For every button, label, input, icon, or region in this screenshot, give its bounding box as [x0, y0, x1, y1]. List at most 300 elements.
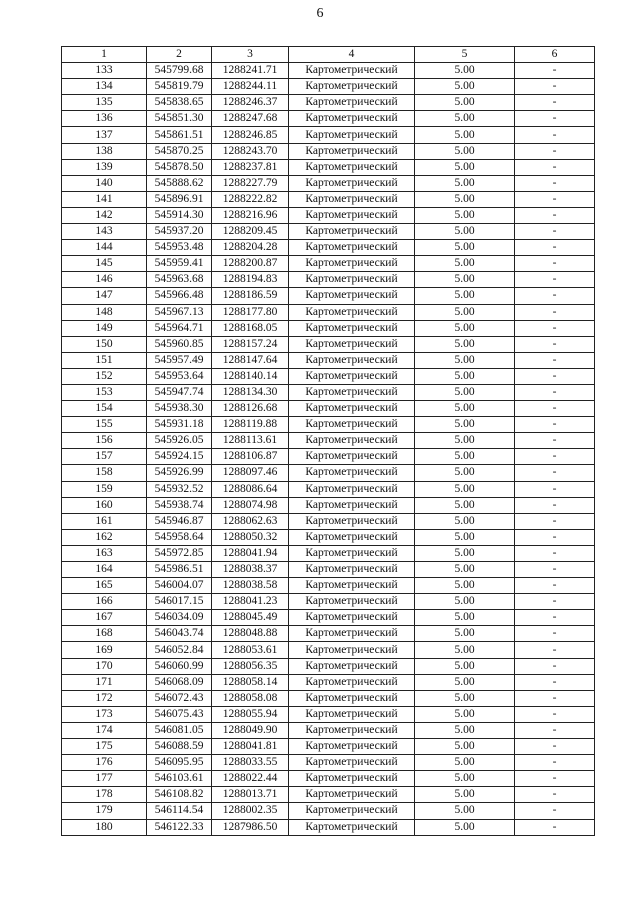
- table-row: [62, 674, 595, 690]
- x-coordinate-cell: 545926.99: [147, 465, 212, 481]
- accuracy-cell: 5.00: [415, 513, 515, 529]
- accuracy-cell: 5.00: [415, 755, 515, 771]
- point-number-cell: 169: [62, 642, 147, 658]
- accuracy-cell: 5.00: [415, 272, 515, 288]
- note-cell: -: [515, 127, 595, 143]
- x-coordinate-cell: 546034.09: [147, 610, 212, 626]
- column-header: 6: [515, 47, 595, 63]
- x-coordinate-cell: 545878.50: [147, 159, 212, 175]
- method-cell: Картометрический: [289, 240, 415, 256]
- x-coordinate-cell: 545946.87: [147, 513, 212, 529]
- method-cell: Картометрический: [289, 722, 415, 738]
- point-number-cell: 148: [62, 304, 147, 320]
- y-coordinate-cell: 1288241.71: [212, 63, 289, 79]
- note-cell: -: [515, 256, 595, 272]
- y-coordinate-cell: 1288086.64: [212, 481, 289, 497]
- table-row: [62, 63, 595, 79]
- point-number-cell: 134: [62, 79, 147, 95]
- point-number-cell: 137: [62, 127, 147, 143]
- table-row: [62, 336, 595, 352]
- accuracy-cell: 5.00: [415, 79, 515, 95]
- note-cell: -: [515, 562, 595, 578]
- note-cell: -: [515, 224, 595, 240]
- method-cell: Картометрический: [289, 401, 415, 417]
- table-row: [62, 497, 595, 513]
- x-coordinate-cell: 545924.15: [147, 449, 212, 465]
- note-cell: -: [515, 578, 595, 594]
- method-cell: Картометрический: [289, 594, 415, 610]
- table-row: [62, 272, 595, 288]
- table-row: [62, 626, 595, 642]
- table-row: [62, 803, 595, 819]
- x-coordinate-cell: 545838.65: [147, 95, 212, 111]
- table-row: [62, 433, 595, 449]
- x-coordinate-cell: 546122.33: [147, 819, 212, 835]
- method-cell: Картометрический: [289, 755, 415, 771]
- y-coordinate-cell: 1288126.68: [212, 401, 289, 417]
- y-coordinate-cell: 1288048.88: [212, 626, 289, 642]
- note-cell: -: [515, 545, 595, 561]
- y-coordinate-cell: 1288022.44: [212, 771, 289, 787]
- table-row: [62, 513, 595, 529]
- x-coordinate-cell: 546081.05: [147, 722, 212, 738]
- point-number-cell: 170: [62, 658, 147, 674]
- y-coordinate-cell: 1288216.96: [212, 207, 289, 223]
- y-coordinate-cell: 1288058.14: [212, 674, 289, 690]
- y-coordinate-cell: 1288055.94: [212, 706, 289, 722]
- method-cell: Картометрический: [289, 127, 415, 143]
- accuracy-cell: 5.00: [415, 529, 515, 545]
- column-header: 1: [62, 47, 147, 63]
- table-row: [62, 417, 595, 433]
- point-number-cell: 159: [62, 481, 147, 497]
- y-coordinate-cell: 1288134.30: [212, 384, 289, 400]
- x-coordinate-cell: 545896.91: [147, 191, 212, 207]
- table-row: [62, 111, 595, 127]
- method-cell: Картометрический: [289, 336, 415, 352]
- method-cell: Картометрический: [289, 739, 415, 755]
- accuracy-cell: 5.00: [415, 545, 515, 561]
- note-cell: -: [515, 497, 595, 513]
- point-number-cell: 162: [62, 529, 147, 545]
- y-coordinate-cell: 1288246.37: [212, 95, 289, 111]
- x-coordinate-cell: 545947.74: [147, 384, 212, 400]
- table-row: [62, 578, 595, 594]
- table-row: [62, 288, 595, 304]
- y-coordinate-cell: 1288038.58: [212, 578, 289, 594]
- y-coordinate-cell: 1288058.08: [212, 690, 289, 706]
- y-coordinate-cell: 1288246.85: [212, 127, 289, 143]
- method-cell: Картометрический: [289, 95, 415, 111]
- note-cell: -: [515, 803, 595, 819]
- method-cell: Картометрический: [289, 352, 415, 368]
- method-cell: Картометрический: [289, 529, 415, 545]
- note-cell: -: [515, 240, 595, 256]
- note-cell: -: [515, 401, 595, 417]
- note-cell: -: [515, 336, 595, 352]
- point-number-cell: 155: [62, 417, 147, 433]
- accuracy-cell: 5.00: [415, 497, 515, 513]
- point-number-cell: 179: [62, 803, 147, 819]
- table-row: [62, 207, 595, 223]
- y-coordinate-cell: 1288062.63: [212, 513, 289, 529]
- note-cell: -: [515, 819, 595, 835]
- point-number-cell: 140: [62, 175, 147, 191]
- x-coordinate-cell: 545938.74: [147, 497, 212, 513]
- table-row: [62, 449, 595, 465]
- x-coordinate-cell: 545870.25: [147, 143, 212, 159]
- x-coordinate-cell: 545967.13: [147, 304, 212, 320]
- x-coordinate-cell: 545851.30: [147, 111, 212, 127]
- note-cell: -: [515, 706, 595, 722]
- accuracy-cell: 5.00: [415, 690, 515, 706]
- y-coordinate-cell: 1288041.81: [212, 739, 289, 755]
- point-number-cell: 139: [62, 159, 147, 175]
- x-coordinate-cell: 545931.18: [147, 417, 212, 433]
- x-coordinate-cell: 545959.41: [147, 256, 212, 272]
- method-cell: Картометрический: [289, 320, 415, 336]
- table-row: [62, 529, 595, 545]
- table-row: [62, 755, 595, 771]
- x-coordinate-cell: 545819.79: [147, 79, 212, 95]
- table-row: [62, 143, 595, 159]
- y-coordinate-cell: 1288106.87: [212, 449, 289, 465]
- note-cell: -: [515, 191, 595, 207]
- note-cell: -: [515, 111, 595, 127]
- point-number-cell: 180: [62, 819, 147, 835]
- table-row: [62, 224, 595, 240]
- point-number-cell: 175: [62, 739, 147, 755]
- x-coordinate-cell: 545963.68: [147, 272, 212, 288]
- y-coordinate-cell: 1288045.49: [212, 610, 289, 626]
- y-coordinate-cell: 1288204.28: [212, 240, 289, 256]
- x-coordinate-cell: 546103.61: [147, 771, 212, 787]
- x-coordinate-cell: 546017.15: [147, 594, 212, 610]
- note-cell: -: [515, 755, 595, 771]
- table-row: [62, 368, 595, 384]
- table-row: [62, 79, 595, 95]
- table-row: [62, 159, 595, 175]
- table-row: [62, 481, 595, 497]
- accuracy-cell: 5.00: [415, 449, 515, 465]
- table-row: [62, 562, 595, 578]
- x-coordinate-cell: 545953.48: [147, 240, 212, 256]
- point-number-cell: 157: [62, 449, 147, 465]
- method-cell: Картометрический: [289, 578, 415, 594]
- y-coordinate-cell: 1288074.98: [212, 497, 289, 513]
- y-coordinate-cell: 1288168.05: [212, 320, 289, 336]
- point-number-cell: 133: [62, 63, 147, 79]
- method-cell: Картометрический: [289, 706, 415, 722]
- note-cell: -: [515, 690, 595, 706]
- accuracy-cell: 5.00: [415, 610, 515, 626]
- note-cell: -: [515, 368, 595, 384]
- note-cell: -: [515, 384, 595, 400]
- method-cell: Картометрический: [289, 159, 415, 175]
- accuracy-cell: 5.00: [415, 143, 515, 159]
- y-coordinate-cell: 1288050.32: [212, 529, 289, 545]
- method-cell: Картометрический: [289, 288, 415, 304]
- page-number: 6: [316, 6, 324, 21]
- x-coordinate-cell: 546072.43: [147, 690, 212, 706]
- y-coordinate-cell: 1288222.82: [212, 191, 289, 207]
- point-number-cell: 163: [62, 545, 147, 561]
- point-number-cell: 149: [62, 320, 147, 336]
- note-cell: -: [515, 417, 595, 433]
- accuracy-cell: 5.00: [415, 594, 515, 610]
- x-coordinate-cell: 545799.68: [147, 63, 212, 79]
- x-coordinate-cell: 545958.64: [147, 529, 212, 545]
- x-coordinate-cell: 546004.07: [147, 578, 212, 594]
- accuracy-cell: 5.00: [415, 95, 515, 111]
- point-number-cell: 143: [62, 224, 147, 240]
- table-row: [62, 191, 595, 207]
- accuracy-cell: 5.00: [415, 626, 515, 642]
- accuracy-cell: 5.00: [415, 739, 515, 755]
- method-cell: Картометрический: [289, 207, 415, 223]
- note-cell: -: [515, 771, 595, 787]
- accuracy-cell: 5.00: [415, 336, 515, 352]
- x-coordinate-cell: 545964.71: [147, 320, 212, 336]
- method-cell: Картометрический: [289, 79, 415, 95]
- table-row: [62, 240, 595, 256]
- y-coordinate-cell: 1288209.45: [212, 224, 289, 240]
- table-row: [62, 642, 595, 658]
- point-number-cell: 151: [62, 352, 147, 368]
- table-row: [62, 384, 595, 400]
- x-coordinate-cell: 545926.05: [147, 433, 212, 449]
- x-coordinate-cell: 546043.74: [147, 626, 212, 642]
- y-coordinate-cell: 1288041.94: [212, 545, 289, 561]
- method-cell: Картометрический: [289, 63, 415, 79]
- table-row: [62, 320, 595, 336]
- x-coordinate-cell: 545888.62: [147, 175, 212, 191]
- table-row: [62, 819, 595, 835]
- accuracy-cell: 5.00: [415, 384, 515, 400]
- accuracy-cell: 5.00: [415, 224, 515, 240]
- table-row: [62, 352, 595, 368]
- table-row: [62, 127, 595, 143]
- y-coordinate-cell: 1287986.50: [212, 819, 289, 835]
- note-cell: -: [515, 626, 595, 642]
- method-cell: Картометрический: [289, 545, 415, 561]
- column-header: 4: [289, 47, 415, 63]
- y-coordinate-cell: 1288049.90: [212, 722, 289, 738]
- coordinates-table: [61, 46, 595, 836]
- accuracy-cell: 5.00: [415, 401, 515, 417]
- table-row: [62, 594, 595, 610]
- method-cell: Картометрический: [289, 384, 415, 400]
- y-coordinate-cell: 1288237.81: [212, 159, 289, 175]
- table-row: [62, 739, 595, 755]
- note-cell: -: [515, 79, 595, 95]
- x-coordinate-cell: 546108.82: [147, 787, 212, 803]
- method-cell: Картометрический: [289, 787, 415, 803]
- accuracy-cell: 5.00: [415, 465, 515, 481]
- point-number-cell: 142: [62, 207, 147, 223]
- accuracy-cell: 5.00: [415, 256, 515, 272]
- x-coordinate-cell: 545861.51: [147, 127, 212, 143]
- accuracy-cell: 5.00: [415, 288, 515, 304]
- point-number-cell: 135: [62, 95, 147, 111]
- note-cell: -: [515, 674, 595, 690]
- accuracy-cell: 5.00: [415, 191, 515, 207]
- table-header-row: [62, 47, 595, 63]
- accuracy-cell: 5.00: [415, 175, 515, 191]
- point-number-cell: 153: [62, 384, 147, 400]
- method-cell: Картометрический: [289, 642, 415, 658]
- x-coordinate-cell: 545937.20: [147, 224, 212, 240]
- accuracy-cell: 5.00: [415, 562, 515, 578]
- y-coordinate-cell: 1288200.87: [212, 256, 289, 272]
- method-cell: Картометрический: [289, 417, 415, 433]
- accuracy-cell: 5.00: [415, 658, 515, 674]
- y-coordinate-cell: 1288157.24: [212, 336, 289, 352]
- point-number-cell: 136: [62, 111, 147, 127]
- y-coordinate-cell: 1288097.46: [212, 465, 289, 481]
- accuracy-cell: 5.00: [415, 304, 515, 320]
- note-cell: -: [515, 465, 595, 481]
- table-row: [62, 401, 595, 417]
- x-coordinate-cell: 546114.54: [147, 803, 212, 819]
- accuracy-cell: 5.00: [415, 240, 515, 256]
- table-row: [62, 706, 595, 722]
- table-row: [62, 465, 595, 481]
- method-cell: Картометрический: [289, 610, 415, 626]
- accuracy-cell: 5.00: [415, 578, 515, 594]
- point-number-cell: 178: [62, 787, 147, 803]
- accuracy-cell: 5.00: [415, 481, 515, 497]
- table-row: [62, 95, 595, 111]
- table-row: [62, 545, 595, 561]
- accuracy-cell: 5.00: [415, 642, 515, 658]
- note-cell: -: [515, 722, 595, 738]
- y-coordinate-cell: 1288247.68: [212, 111, 289, 127]
- y-coordinate-cell: 1288186.59: [212, 288, 289, 304]
- method-cell: Картометрический: [289, 143, 415, 159]
- note-cell: -: [515, 95, 595, 111]
- y-coordinate-cell: 1288053.61: [212, 642, 289, 658]
- table-row: [62, 304, 595, 320]
- point-number-cell: 177: [62, 771, 147, 787]
- x-coordinate-cell: 546052.84: [147, 642, 212, 658]
- point-number-cell: 167: [62, 610, 147, 626]
- note-cell: -: [515, 63, 595, 79]
- point-number-cell: 145: [62, 256, 147, 272]
- point-number-cell: 176: [62, 755, 147, 771]
- point-number-cell: 168: [62, 626, 147, 642]
- x-coordinate-cell: 545966.48: [147, 288, 212, 304]
- note-cell: -: [515, 739, 595, 755]
- y-coordinate-cell: 1288033.55: [212, 755, 289, 771]
- note-cell: -: [515, 594, 595, 610]
- point-number-cell: 172: [62, 690, 147, 706]
- x-coordinate-cell: 545932.52: [147, 481, 212, 497]
- point-number-cell: 154: [62, 401, 147, 417]
- point-number-cell: 173: [62, 706, 147, 722]
- accuracy-cell: 5.00: [415, 674, 515, 690]
- method-cell: Картометрический: [289, 465, 415, 481]
- table-row: [62, 175, 595, 191]
- method-cell: Картометрический: [289, 819, 415, 835]
- point-number-cell: 158: [62, 465, 147, 481]
- x-coordinate-cell: 545914.30: [147, 207, 212, 223]
- y-coordinate-cell: 1288119.88: [212, 417, 289, 433]
- accuracy-cell: 5.00: [415, 127, 515, 143]
- point-number-cell: 146: [62, 272, 147, 288]
- method-cell: Картометрический: [289, 513, 415, 529]
- point-number-cell: 156: [62, 433, 147, 449]
- method-cell: Картометрический: [289, 771, 415, 787]
- accuracy-cell: 5.00: [415, 368, 515, 384]
- accuracy-cell: 5.00: [415, 111, 515, 127]
- y-coordinate-cell: 1288194.83: [212, 272, 289, 288]
- note-cell: -: [515, 304, 595, 320]
- table-body: [62, 63, 595, 836]
- method-cell: Картометрический: [289, 256, 415, 272]
- point-number-cell: 147: [62, 288, 147, 304]
- note-cell: -: [515, 433, 595, 449]
- method-cell: Картометрический: [289, 433, 415, 449]
- y-coordinate-cell: 1288056.35: [212, 658, 289, 674]
- method-cell: Картометрический: [289, 674, 415, 690]
- accuracy-cell: 5.00: [415, 207, 515, 223]
- column-header: 5: [415, 47, 515, 63]
- note-cell: -: [515, 159, 595, 175]
- method-cell: Картометрический: [289, 562, 415, 578]
- y-coordinate-cell: 1288177.80: [212, 304, 289, 320]
- note-cell: -: [515, 513, 595, 529]
- accuracy-cell: 5.00: [415, 320, 515, 336]
- note-cell: -: [515, 320, 595, 336]
- x-coordinate-cell: 546075.43: [147, 706, 212, 722]
- accuracy-cell: 5.00: [415, 433, 515, 449]
- x-coordinate-cell: 545972.85: [147, 545, 212, 561]
- y-coordinate-cell: 1288013.71: [212, 787, 289, 803]
- method-cell: Картометрический: [289, 111, 415, 127]
- point-number-cell: 141: [62, 191, 147, 207]
- x-coordinate-cell: 546095.95: [147, 755, 212, 771]
- method-cell: Картометрический: [289, 449, 415, 465]
- note-cell: -: [515, 352, 595, 368]
- x-coordinate-cell: 546060.99: [147, 658, 212, 674]
- y-coordinate-cell: 1288113.61: [212, 433, 289, 449]
- column-header: 3: [212, 47, 289, 63]
- point-number-cell: 144: [62, 240, 147, 256]
- method-cell: Картометрический: [289, 272, 415, 288]
- accuracy-cell: 5.00: [415, 706, 515, 722]
- x-coordinate-cell: 546068.09: [147, 674, 212, 690]
- accuracy-cell: 5.00: [415, 352, 515, 368]
- x-coordinate-cell: 545938.30: [147, 401, 212, 417]
- x-coordinate-cell: 545953.64: [147, 368, 212, 384]
- y-coordinate-cell: 1288227.79: [212, 175, 289, 191]
- y-coordinate-cell: 1288140.14: [212, 368, 289, 384]
- accuracy-cell: 5.00: [415, 819, 515, 835]
- table-row: [62, 722, 595, 738]
- method-cell: Картометрический: [289, 803, 415, 819]
- note-cell: -: [515, 207, 595, 223]
- accuracy-cell: 5.00: [415, 722, 515, 738]
- accuracy-cell: 5.00: [415, 771, 515, 787]
- note-cell: -: [515, 288, 595, 304]
- accuracy-cell: 5.00: [415, 63, 515, 79]
- method-cell: Картометрический: [289, 481, 415, 497]
- point-number-cell: 161: [62, 513, 147, 529]
- y-coordinate-cell: 1288002.35: [212, 803, 289, 819]
- accuracy-cell: 5.00: [415, 787, 515, 803]
- table-row: [62, 690, 595, 706]
